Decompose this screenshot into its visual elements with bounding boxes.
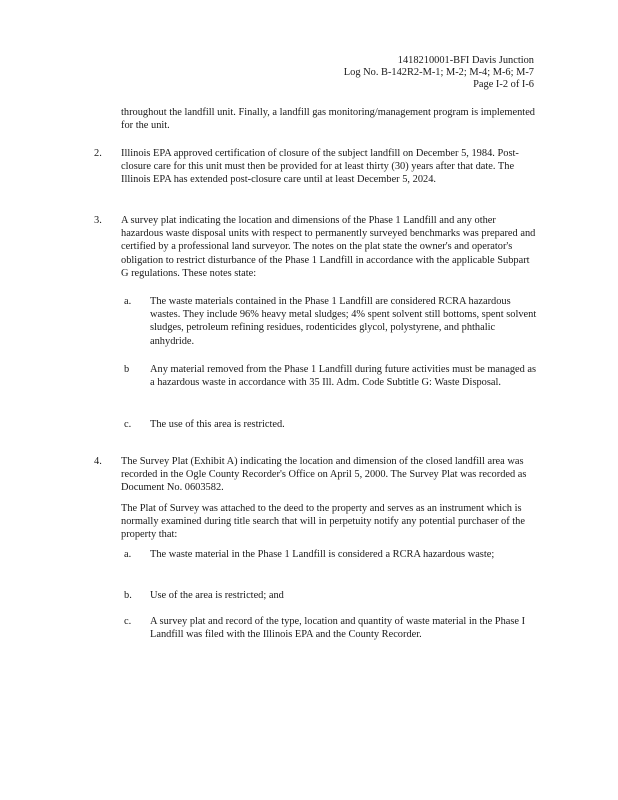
item-3c-letter: c. — [124, 419, 132, 430]
item-2-number: 2. — [94, 148, 102, 159]
item-3b-letter: b — [124, 364, 130, 375]
item-2-text: Illinois EPA approved certification of closure of the subject landfill on December 5, 1984. Post-closure care for this unit must then be provided for at least thirty (30) years after that date. The Illinois EPA has extended post-closure care until at least December 5, 2024. — [121, 148, 519, 186]
item-4c-letter: c. — [124, 616, 132, 627]
item-4c-text: A survey plat and record of the type, location and quantity of waste material in the Phase I Landfill was filed with the Illinois EPA and the County Recorder. — [150, 616, 526, 641]
item-4-text: The Survey Plat (Exhibit A) indicating the location and dimension of the closed landfill area was recorded in the Ogle County Recorder's Office on April 5, 2000. The Survey Plat was recorded as Document No. 0603582. — [121, 456, 527, 494]
item-4-followup: The Plat of Survey was attached to the deed to the property and serves as an instrument which is normally examined during title search that will in perpetuity notify any potential purchaser of the property that: — [121, 503, 525, 541]
item-4-number: 4. — [94, 456, 102, 467]
item-4a-letter: a. — [124, 549, 132, 560]
item-4b-text: Use of the area is restricted; and — [150, 590, 284, 601]
document-id: 1418210001-BFI Davis Junction — [397, 55, 534, 66]
item-3b-text: Any material removed from the Phase 1 Landfill during future activities must be managed as a hazardous waste in accordance with 35 Ill. Adm. Code Subtitle G: Waste Disposal. — [150, 364, 537, 389]
item-3c-text: The use of this area is restricted. — [150, 419, 285, 430]
page-number: Page I-2 of I-6 — [473, 79, 534, 91]
item-3-number: 3. — [94, 215, 102, 226]
item-3a-letter: a. — [124, 296, 132, 307]
page-header — [344, 55, 534, 92]
item-3-text: A survey plat indicating the location and dimensions of the Phase 1 Landfill and any other hazardous waste disposal units with respect to permanently surveyed benchmarks was prepared and certified by a professional land surveyor. The notes on the plat state the owner's and operator's obligation to restrict disturbance of the Phase 1 Landfill in accordance with the applicable Subpart G regulations. These notes state: — [121, 215, 536, 279]
item-4a-text: The waste material in the Phase 1 Landfill is considered a RCRA hazardous waste; — [150, 549, 495, 560]
item-3a-text: The waste materials contained in the Phase 1 Landfill are considered RCRA hazardous wastes. They include 96% heavy metal sludges; 4% spent solvent still bottoms, spent solvent sludges, petroleum refining residues, rodenticides glycol, polystyrene, and phthalic anhydride. — [150, 296, 537, 347]
intro-continuation: throughout the landfill unit. Finally, a landfill gas monitoring/management program is implemented for the unit. — [121, 107, 536, 132]
item-4b-letter: b. — [124, 590, 132, 601]
log-number: Log No. B-142R2-M-1; M-2; M-4; M-6; M-7 — [343, 67, 534, 79]
